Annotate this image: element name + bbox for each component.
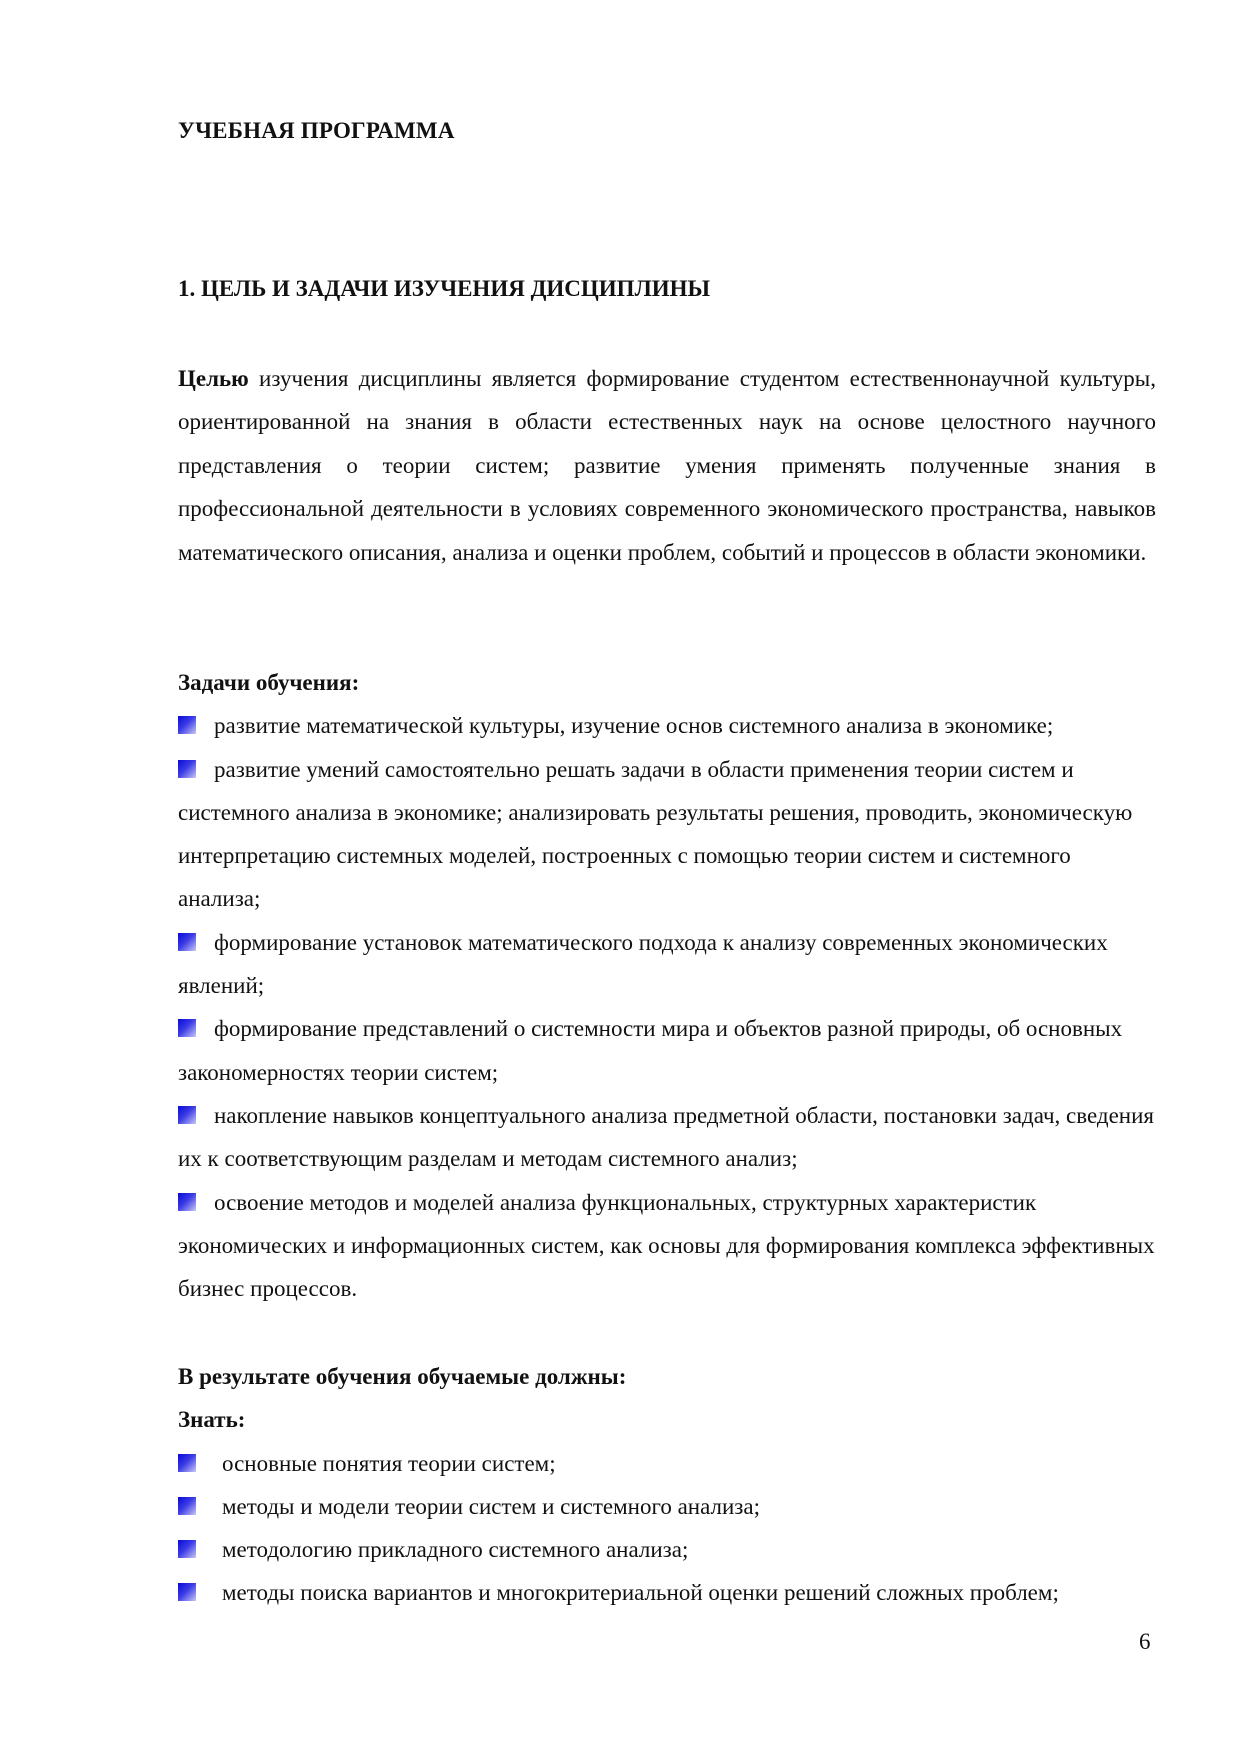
section-heading: 1. ЦЕЛЬ И ЗАДАЧИ ИЗУЧЕНИЯ ДИСЦИПЛИНЫ xyxy=(178,276,711,301)
know-item-text: методы и модели теории систем и системного анализа; xyxy=(222,1493,760,1519)
page-number: 6 xyxy=(1139,1629,1151,1654)
know-item-text: методы поиска вариантов и многокритериальной оценки решений сложных проблем; xyxy=(222,1580,1059,1606)
task-item xyxy=(178,748,1156,921)
know-item xyxy=(178,1485,1156,1528)
square-bullet-icon xyxy=(178,1497,196,1515)
task-item xyxy=(178,1007,1156,1094)
square-bullet-icon xyxy=(178,1106,196,1124)
task-item-text: формирование представлений о системности мира и объектов разной природы, об основных закономерностях теории систем; xyxy=(178,1016,1123,1085)
task-item-text: развитие умений самостоятельно решать задачи в области применения теории систем и системного анализа в экономике; анализировать результаты решения, проводить, экономическую интерпретацию системных моделей, построенных с помощью теории систем и системного анализа; xyxy=(178,756,1133,912)
goal-paragraph xyxy=(178,357,1156,574)
results-heading: В результате обучения обучаемые должны: xyxy=(178,1364,627,1389)
task-item-text: накопление навыков концептуального анализа предметной области, постановки задач, сведения их к соответствующим разделам и методам системного анализ; xyxy=(178,1102,1154,1172)
know-heading: Знать: xyxy=(178,1407,246,1433)
task-item xyxy=(178,704,1156,747)
goal-lead: Целью xyxy=(178,366,249,391)
square-bullet-icon xyxy=(178,716,196,734)
task-item-text: развитие математической культуры, изучение основ системного анализа в экономике; xyxy=(214,713,1054,739)
task-item-text: освоение методов и моделей анализа функциональных, структурных характеристик экономических и информационных систем, как основы для формирования комплекса эффективных бизнес процессов. xyxy=(178,1189,1155,1302)
square-bullet-icon xyxy=(178,1193,196,1211)
tasks-heading: Задачи обучения: xyxy=(178,670,360,695)
square-bullet-icon xyxy=(178,933,196,951)
square-bullet-icon xyxy=(178,1540,196,1558)
square-bullet-icon xyxy=(178,1583,196,1601)
task-item xyxy=(178,1094,1156,1181)
task-item-text: формирование установок математического подхода к анализу современных экономических явлений; xyxy=(178,929,1108,999)
know-item xyxy=(178,1571,1156,1614)
know-item xyxy=(178,1528,1156,1571)
document-title: УЧЕБНАЯ ПРОГРАММА xyxy=(178,118,455,143)
square-bullet-icon xyxy=(178,1019,196,1037)
know-item-text: методологию прикладного системного анализа; xyxy=(222,1537,689,1563)
tasks-section xyxy=(178,661,1156,1310)
results-section xyxy=(178,1355,1156,1615)
square-bullet-icon xyxy=(178,760,196,778)
task-item xyxy=(178,921,1156,1008)
task-item xyxy=(178,1181,1156,1311)
square-bullet-icon xyxy=(178,1454,196,1472)
goal-text: изучения дисциплины является формирование студентом естественнонаучной культуры, ориентированной на знания в области естественных наук на основе целостного научного представления о теории систем; развитие умения применять полученные знания в профессиональной деятельности в условиях современного экономического пространства, навыков математического описания, анализа и оценки проблем, событий и процессов в области экономики. xyxy=(178,366,1156,565)
know-item xyxy=(178,1442,1156,1485)
know-item-text: основные понятия теории систем; xyxy=(222,1450,556,1476)
